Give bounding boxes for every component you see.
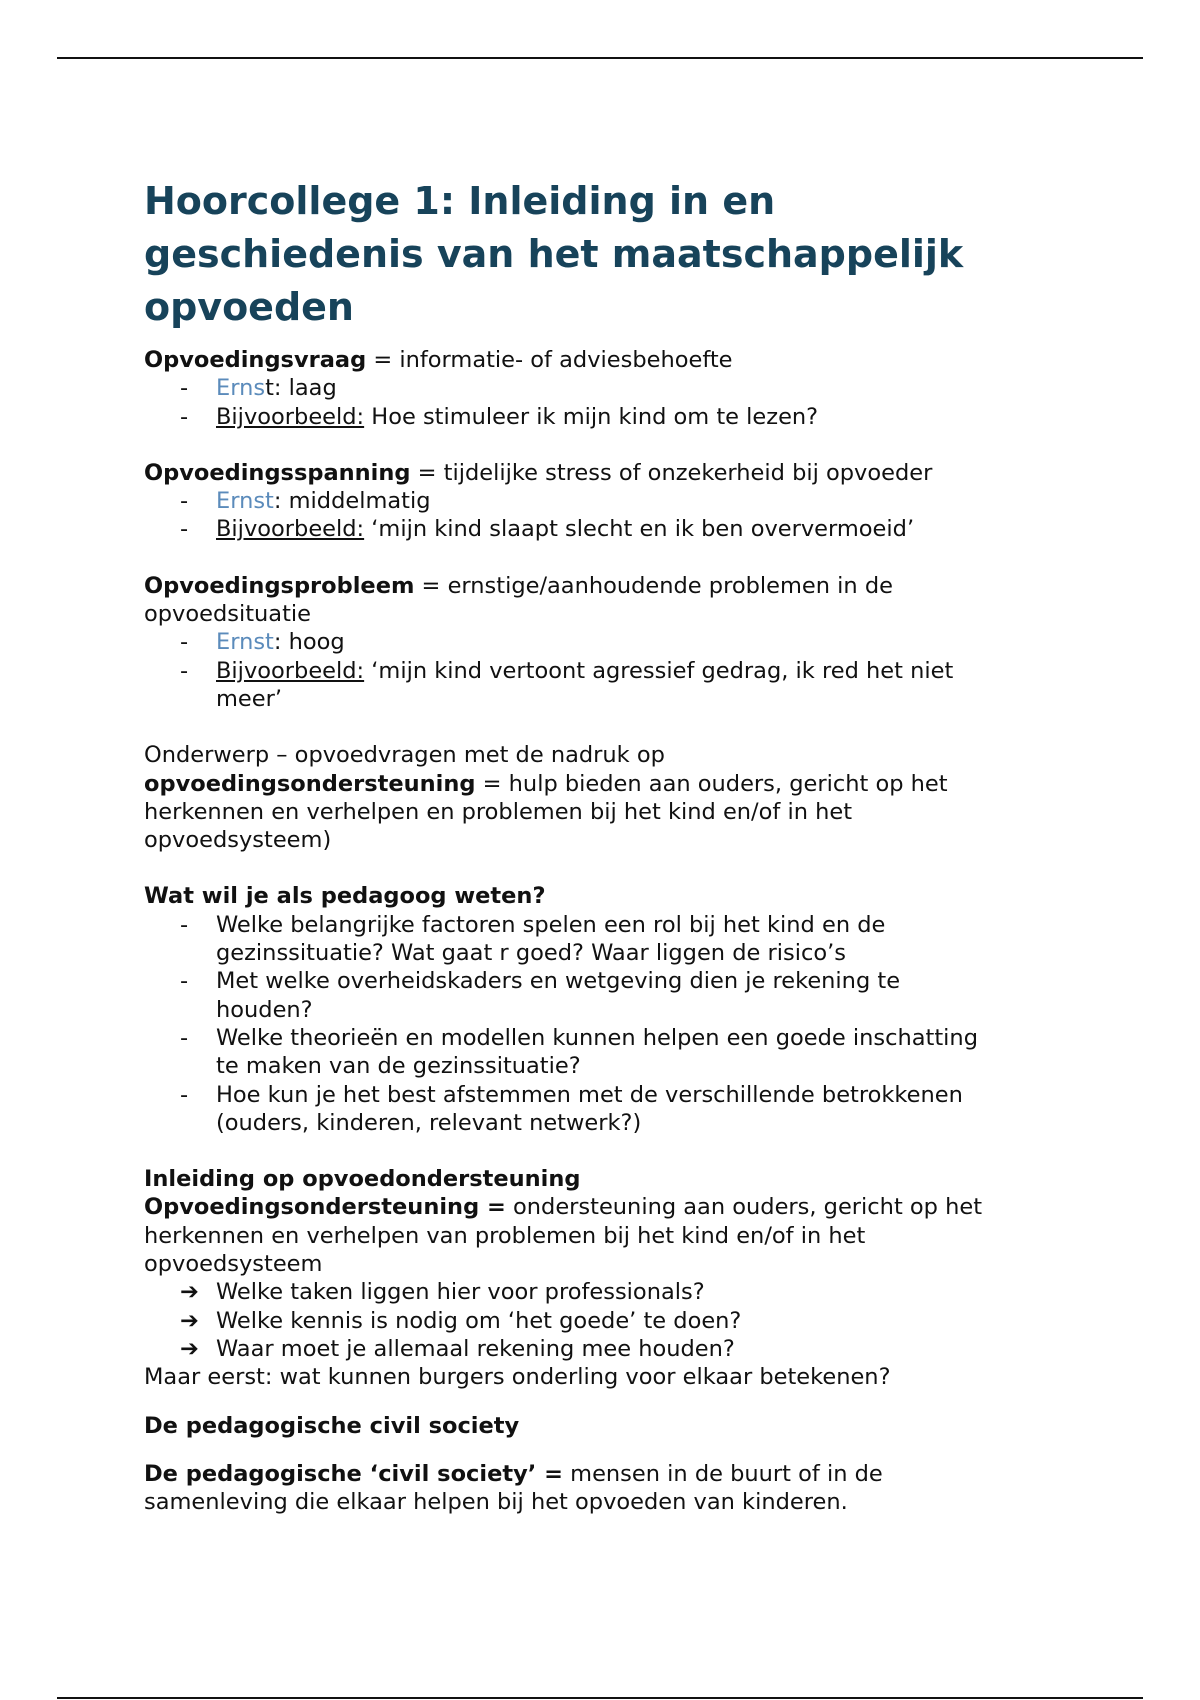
title-line-3: opvoeden xyxy=(144,285,354,329)
list-item xyxy=(144,515,1084,543)
heading-text: De pedagogische civil society xyxy=(144,1412,520,1439)
onderwerp-line: Onderwerp – opvoedvragen met de nadruk op xyxy=(144,742,665,769)
example-label: Bijvoorbeeld: xyxy=(216,516,365,543)
arrow-icon: ➔ xyxy=(180,1307,199,1334)
definition-opvoedingsprobleem xyxy=(144,572,1084,629)
ernst-value: : middelmatig xyxy=(273,488,431,515)
header-rule xyxy=(57,57,1143,59)
definition-opvoedingsspanning xyxy=(144,459,1084,487)
ernst-value: t: laag xyxy=(265,375,337,402)
term: Opvoedingsvraag xyxy=(144,347,367,373)
section-heading xyxy=(144,882,1084,910)
section-heading xyxy=(144,1165,1084,1193)
list-item xyxy=(144,967,1084,1024)
document-body xyxy=(144,175,1084,1516)
example-label: Bijvoorbeeld: xyxy=(216,657,365,684)
dash-marker: - xyxy=(180,629,189,656)
title-line-1: Hoorcollege 1: Inleiding in en xyxy=(144,179,776,223)
section-heading xyxy=(144,1412,1084,1440)
list-item xyxy=(144,1307,1084,1335)
heading-text: Wat wil je als pedagoog weten? xyxy=(144,883,546,910)
ernst-label: Ernst xyxy=(216,488,274,515)
definition-civil-society xyxy=(144,1460,1084,1517)
dash-marker: - xyxy=(180,1024,189,1051)
dash-marker: - xyxy=(180,403,189,430)
item-text: Welke belangrijke factoren spelen een rol bij het kind en de xyxy=(216,911,886,938)
example-text: ‘mijn kind slaapt slecht en ik ben oververmoeid’ xyxy=(364,516,915,543)
item-text: Welke taken liggen hier voor professionals? xyxy=(216,1279,705,1306)
definition-cont: opvoedsituatie xyxy=(144,601,312,628)
item-text-cont: houden? xyxy=(216,996,313,1023)
term: Opvoedingsspanning xyxy=(144,459,411,486)
term: Opvoedingsondersteuning = xyxy=(144,1194,506,1221)
definition-cont: opvoedsysteem xyxy=(144,1251,323,1278)
item-text-cont: te maken van de gezinssituatie? xyxy=(216,1053,581,1080)
ernst-label: Erns xyxy=(216,375,266,402)
example-text-cont: meer’ xyxy=(216,685,283,712)
dash-marker: - xyxy=(180,516,189,543)
definition: = informatie- of adviesbehoefte xyxy=(366,347,733,373)
definition-cont: samenleving die elkaar helpen bij het opvoeden van kinderen. xyxy=(144,1489,848,1516)
list-item xyxy=(144,911,1084,968)
arrow-icon: ➔ xyxy=(180,1335,199,1362)
example-label: Bijvoorbeeld: xyxy=(216,403,365,430)
term: Opvoedingsprobleem xyxy=(144,572,415,599)
dash-marker: - xyxy=(180,375,189,402)
footer-rule xyxy=(57,1697,1143,1699)
list-item xyxy=(144,1024,1084,1081)
list-item xyxy=(144,657,1084,714)
list-item xyxy=(144,628,1084,656)
arrow-list xyxy=(144,1278,1084,1363)
list-opvoedingsvraag xyxy=(144,374,1084,431)
definition: mensen in de buurt of in de xyxy=(563,1460,883,1487)
item-text: Met welke overheidskaders en wetgeving dien je rekening te xyxy=(216,968,901,995)
dash-marker: - xyxy=(180,657,189,684)
definition-cont: herkennen en verhelpen van problemen bij het kind en/of in het xyxy=(144,1222,866,1249)
example-text: ‘mijn kind vertoont agressief gedrag, ik red het niet xyxy=(364,657,954,684)
item-text-cont: (ouders, kinderen, relevant netwerk?) xyxy=(216,1109,642,1136)
list-pedagoog-questions xyxy=(144,911,1084,1137)
definition-cont: herkennen en verhelpen en problemen bij het kind en/of in het xyxy=(144,798,853,825)
term: De pedagogische ‘civil society’ = xyxy=(144,1460,563,1487)
term: opvoedingsondersteuning xyxy=(144,770,476,797)
arrow-icon: ➔ xyxy=(180,1279,199,1306)
definition-cont: opvoedsysteem) xyxy=(144,827,332,854)
item-text: Welke kennis is nodig om ‘het goede’ te doen? xyxy=(216,1307,742,1334)
list-opvoedingsspanning xyxy=(144,487,1084,544)
dash-marker: - xyxy=(180,1081,189,1108)
example-text: Hoe stimuleer ik mijn kind om te lezen? xyxy=(364,403,819,430)
paragraph-onderwerp xyxy=(144,741,1084,854)
item-text: Welke theorieën en modellen kunnen helpen een goede inschatting xyxy=(216,1024,978,1051)
dash-marker: - xyxy=(180,488,189,515)
list-item xyxy=(144,1081,1084,1138)
title-line-2: geschiedenis van het maatschappelijk xyxy=(144,232,964,276)
list-item xyxy=(144,487,1084,515)
item-text-cont: gezinssituatie? Wat gaat r goed? Waar liggen de risico’s xyxy=(216,940,846,967)
definition-opvoedingsondersteuning xyxy=(144,1193,1084,1278)
item-text: Waar moet je allemaal rekening mee houden? xyxy=(216,1335,735,1362)
definition-opvoedingsvraag xyxy=(144,346,1084,374)
list-item xyxy=(144,1278,1084,1306)
closing-question: Maar eerst: wat kunnen burgers onderling voor elkaar betekenen? xyxy=(144,1364,891,1391)
list-item xyxy=(144,1335,1084,1363)
ernst-label: Ernst xyxy=(216,629,274,656)
definition: = hulp bieden aan ouders, gericht op het xyxy=(475,770,948,797)
list-item xyxy=(144,374,1084,402)
item-text: Hoe kun je het best afstemmen met de verschillende betrokkenen xyxy=(216,1081,963,1108)
definition: = tijdelijke stress of onzekerheid bij opvoeder xyxy=(410,459,933,486)
list-item xyxy=(144,403,1084,431)
heading-text: Inleiding op opvoedondersteuning xyxy=(144,1166,581,1193)
definition: = ernstige/aanhoudende problemen in de xyxy=(414,572,893,599)
definition: ondersteuning aan ouders, gericht op het xyxy=(505,1194,983,1221)
dash-marker: - xyxy=(180,968,189,995)
page-title xyxy=(144,175,1084,334)
ernst-value: : hoog xyxy=(273,629,345,656)
dash-marker: - xyxy=(180,911,189,938)
list-opvoedingsprobleem xyxy=(144,628,1084,713)
